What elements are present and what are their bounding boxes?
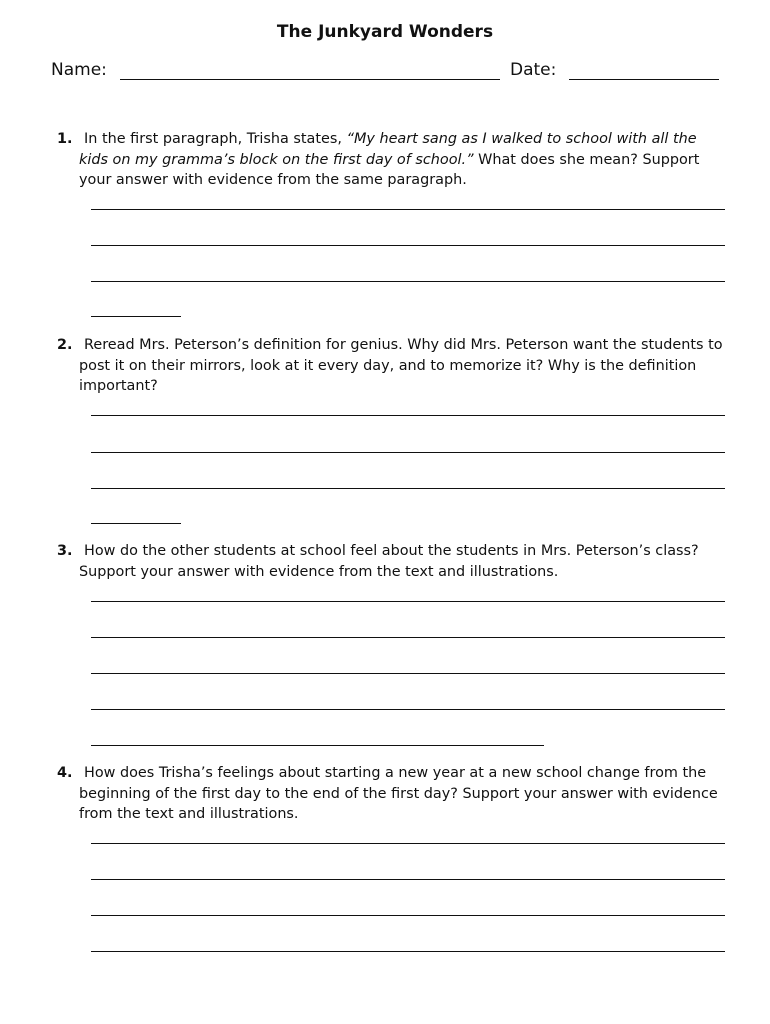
answer-line[interactable]: [91, 915, 725, 916]
answer-line[interactable]: [91, 209, 725, 210]
answer-line[interactable]: [91, 951, 725, 952]
date-answer-line[interactable]: [569, 79, 719, 80]
question-1-text: [57, 129, 725, 191]
question-3-text: [57, 541, 725, 582]
date-label: Date:: [510, 60, 557, 80]
question-number: 3.: [57, 543, 73, 559]
question-1-quote: “My heart sang as I walked to school with all the kids on my gramma’s block on the first day of school.”: [79, 131, 697, 168]
question-2-body: Reread Mrs. Peterson’s definition for genius. Why did Mrs. Peterson want the students to post it on their mirrors, look at it every day, and to memorize it? Why is the definition important?: [79, 337, 723, 395]
question-number: 4.: [57, 765, 73, 781]
question-4-text: [57, 763, 725, 825]
answer-line[interactable]: [91, 415, 725, 416]
answer-line[interactable]: [91, 637, 725, 638]
answer-line[interactable]: [91, 452, 725, 453]
question-1-text-after: What does she mean? Support your answer with evidence from the same paragraph.: [79, 151, 700, 189]
answer-line[interactable]: [91, 601, 725, 602]
question-3: [57, 541, 725, 582]
question-1: [57, 129, 725, 191]
question-2-text: [57, 335, 725, 397]
answer-line[interactable]: [91, 245, 725, 246]
question-3-body: How do the other students at school feel about the students in Mrs. Peterson’s class? Support your answer with evidence from the text and illustrations.: [79, 543, 699, 580]
question-number: 2.: [57, 337, 73, 353]
answer-line[interactable]: [91, 843, 725, 844]
answer-line[interactable]: [91, 879, 725, 880]
question-number: 1.: [57, 131, 73, 147]
answer-line[interactable]: [91, 316, 181, 317]
question-4-body: How does Trisha’s feelings about starting a new year at a new school change from the beginning of the first day to the end of the first day? Support your answer with evidence from the text and illustrations.: [79, 765, 718, 823]
answer-line[interactable]: [91, 709, 725, 710]
answer-line[interactable]: [91, 745, 544, 746]
question-1-text-before: In the first paragraph, Trisha states,: [84, 131, 347, 147]
name-answer-line[interactable]: [120, 79, 500, 80]
question-4: [57, 763, 725, 825]
answer-line[interactable]: [91, 523, 181, 524]
name-date-row: [51, 60, 731, 86]
name-label: Name:: [51, 60, 107, 80]
answer-line[interactable]: [91, 488, 725, 489]
question-2: [57, 335, 725, 397]
answer-line[interactable]: [91, 673, 725, 674]
answer-line[interactable]: [91, 281, 725, 282]
worksheet-title: The Junkyard Wonders: [276, 22, 494, 42]
